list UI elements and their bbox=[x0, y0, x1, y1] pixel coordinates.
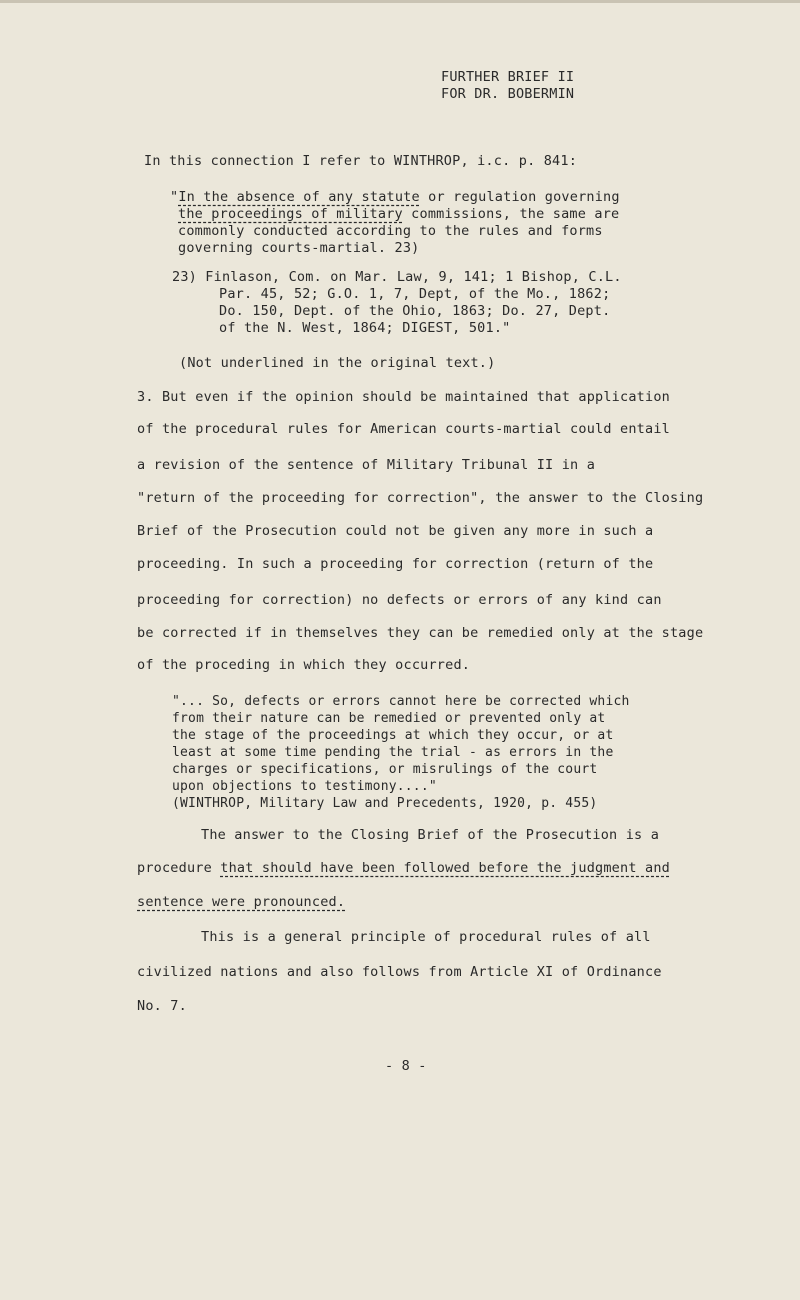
quote1-line: commonly conducted according to the rules and forms bbox=[178, 223, 603, 239]
footnote-line: of the N. West, 1864; DIGEST, 501." bbox=[219, 320, 511, 336]
paragraph-line: Brief of the Prosecution could not be given any more in such a bbox=[137, 523, 654, 539]
quote2-line: from their nature can be remedied or prevented only at bbox=[172, 711, 606, 726]
quote1-line: the proceedings of military commissions, the same are bbox=[178, 206, 620, 222]
footnote-line: Do. 150, Dept. of the Ohio, 1863; Do. 27, Dept. bbox=[219, 303, 611, 319]
paragraph-line: civilized nations and also follows from Article XI of Ordinance bbox=[137, 964, 662, 980]
paragraph-line: The answer to the Closing Brief of the Prosecution is a bbox=[201, 827, 660, 843]
paragraph-line: sentence were pronounced. bbox=[137, 894, 346, 910]
quote2-citation: (WINTHROP, Military Law and Precedents, 1920, p. 455) bbox=[172, 796, 598, 811]
quote1-line: governing courts-martial. 23) bbox=[178, 240, 420, 256]
paragraph-line: 3. But even if the opinion should be maintained that application bbox=[137, 389, 670, 405]
quote2-line: charges or specifications, or misrulings of the court bbox=[172, 762, 598, 777]
header-title: FURTHER BRIEF II bbox=[441, 69, 575, 85]
page-number: - 8 - bbox=[385, 1058, 427, 1074]
paragraph-line: This is a general principle of procedural rules of all bbox=[201, 929, 651, 945]
header-subtitle: FOR DR. BOBERMIN bbox=[441, 86, 575, 102]
footnote-line: Par. 45, 52; G.O. 1, 7, Dept, of the Mo., 1862; bbox=[219, 286, 611, 302]
paragraph-line: be corrected if in themselves they can be remedied only at the stage bbox=[137, 625, 704, 641]
paragraph-line: "return of the proceeding for correction", the answer to the Closing bbox=[137, 490, 704, 506]
underline-note: (Not underlined in the original text.) bbox=[179, 355, 496, 371]
intro-line: In this connection I refer to WINTHROP, i.c. p. 841: bbox=[144, 153, 578, 169]
paragraph-line: proceeding. In such a proceeding for correction (return of the bbox=[137, 556, 654, 572]
paragraph-line: No. 7. bbox=[137, 998, 187, 1014]
quote2-line: "... So, defects or errors cannot here be corrected which bbox=[172, 694, 630, 709]
quote2-line: upon objections to testimony...." bbox=[172, 779, 437, 794]
footnote-line: 23) Finlason, Com. on Mar. Law, 9, 141; 1 Bishop, C.L. bbox=[172, 269, 622, 285]
paragraph-line: procedure that should have been followed before the judgment and bbox=[137, 860, 670, 876]
paragraph-line: a revision of the sentence of Military Tribunal II in a bbox=[137, 457, 596, 473]
quote1-line: "In the absence of any statute or regulation governing bbox=[170, 189, 620, 205]
paragraph-line: of the procedural rules for American courts-martial could entail bbox=[137, 421, 670, 437]
paragraph-line: proceeding for correction) no defects or errors of any kind can bbox=[137, 592, 662, 608]
quote2-line: the stage of the proceedings at which they occur, or at bbox=[172, 728, 614, 743]
quote2-line: least at some time pending the trial - as errors in the bbox=[172, 745, 614, 760]
paragraph-line: of the proceding in which they occurred. bbox=[137, 657, 471, 673]
